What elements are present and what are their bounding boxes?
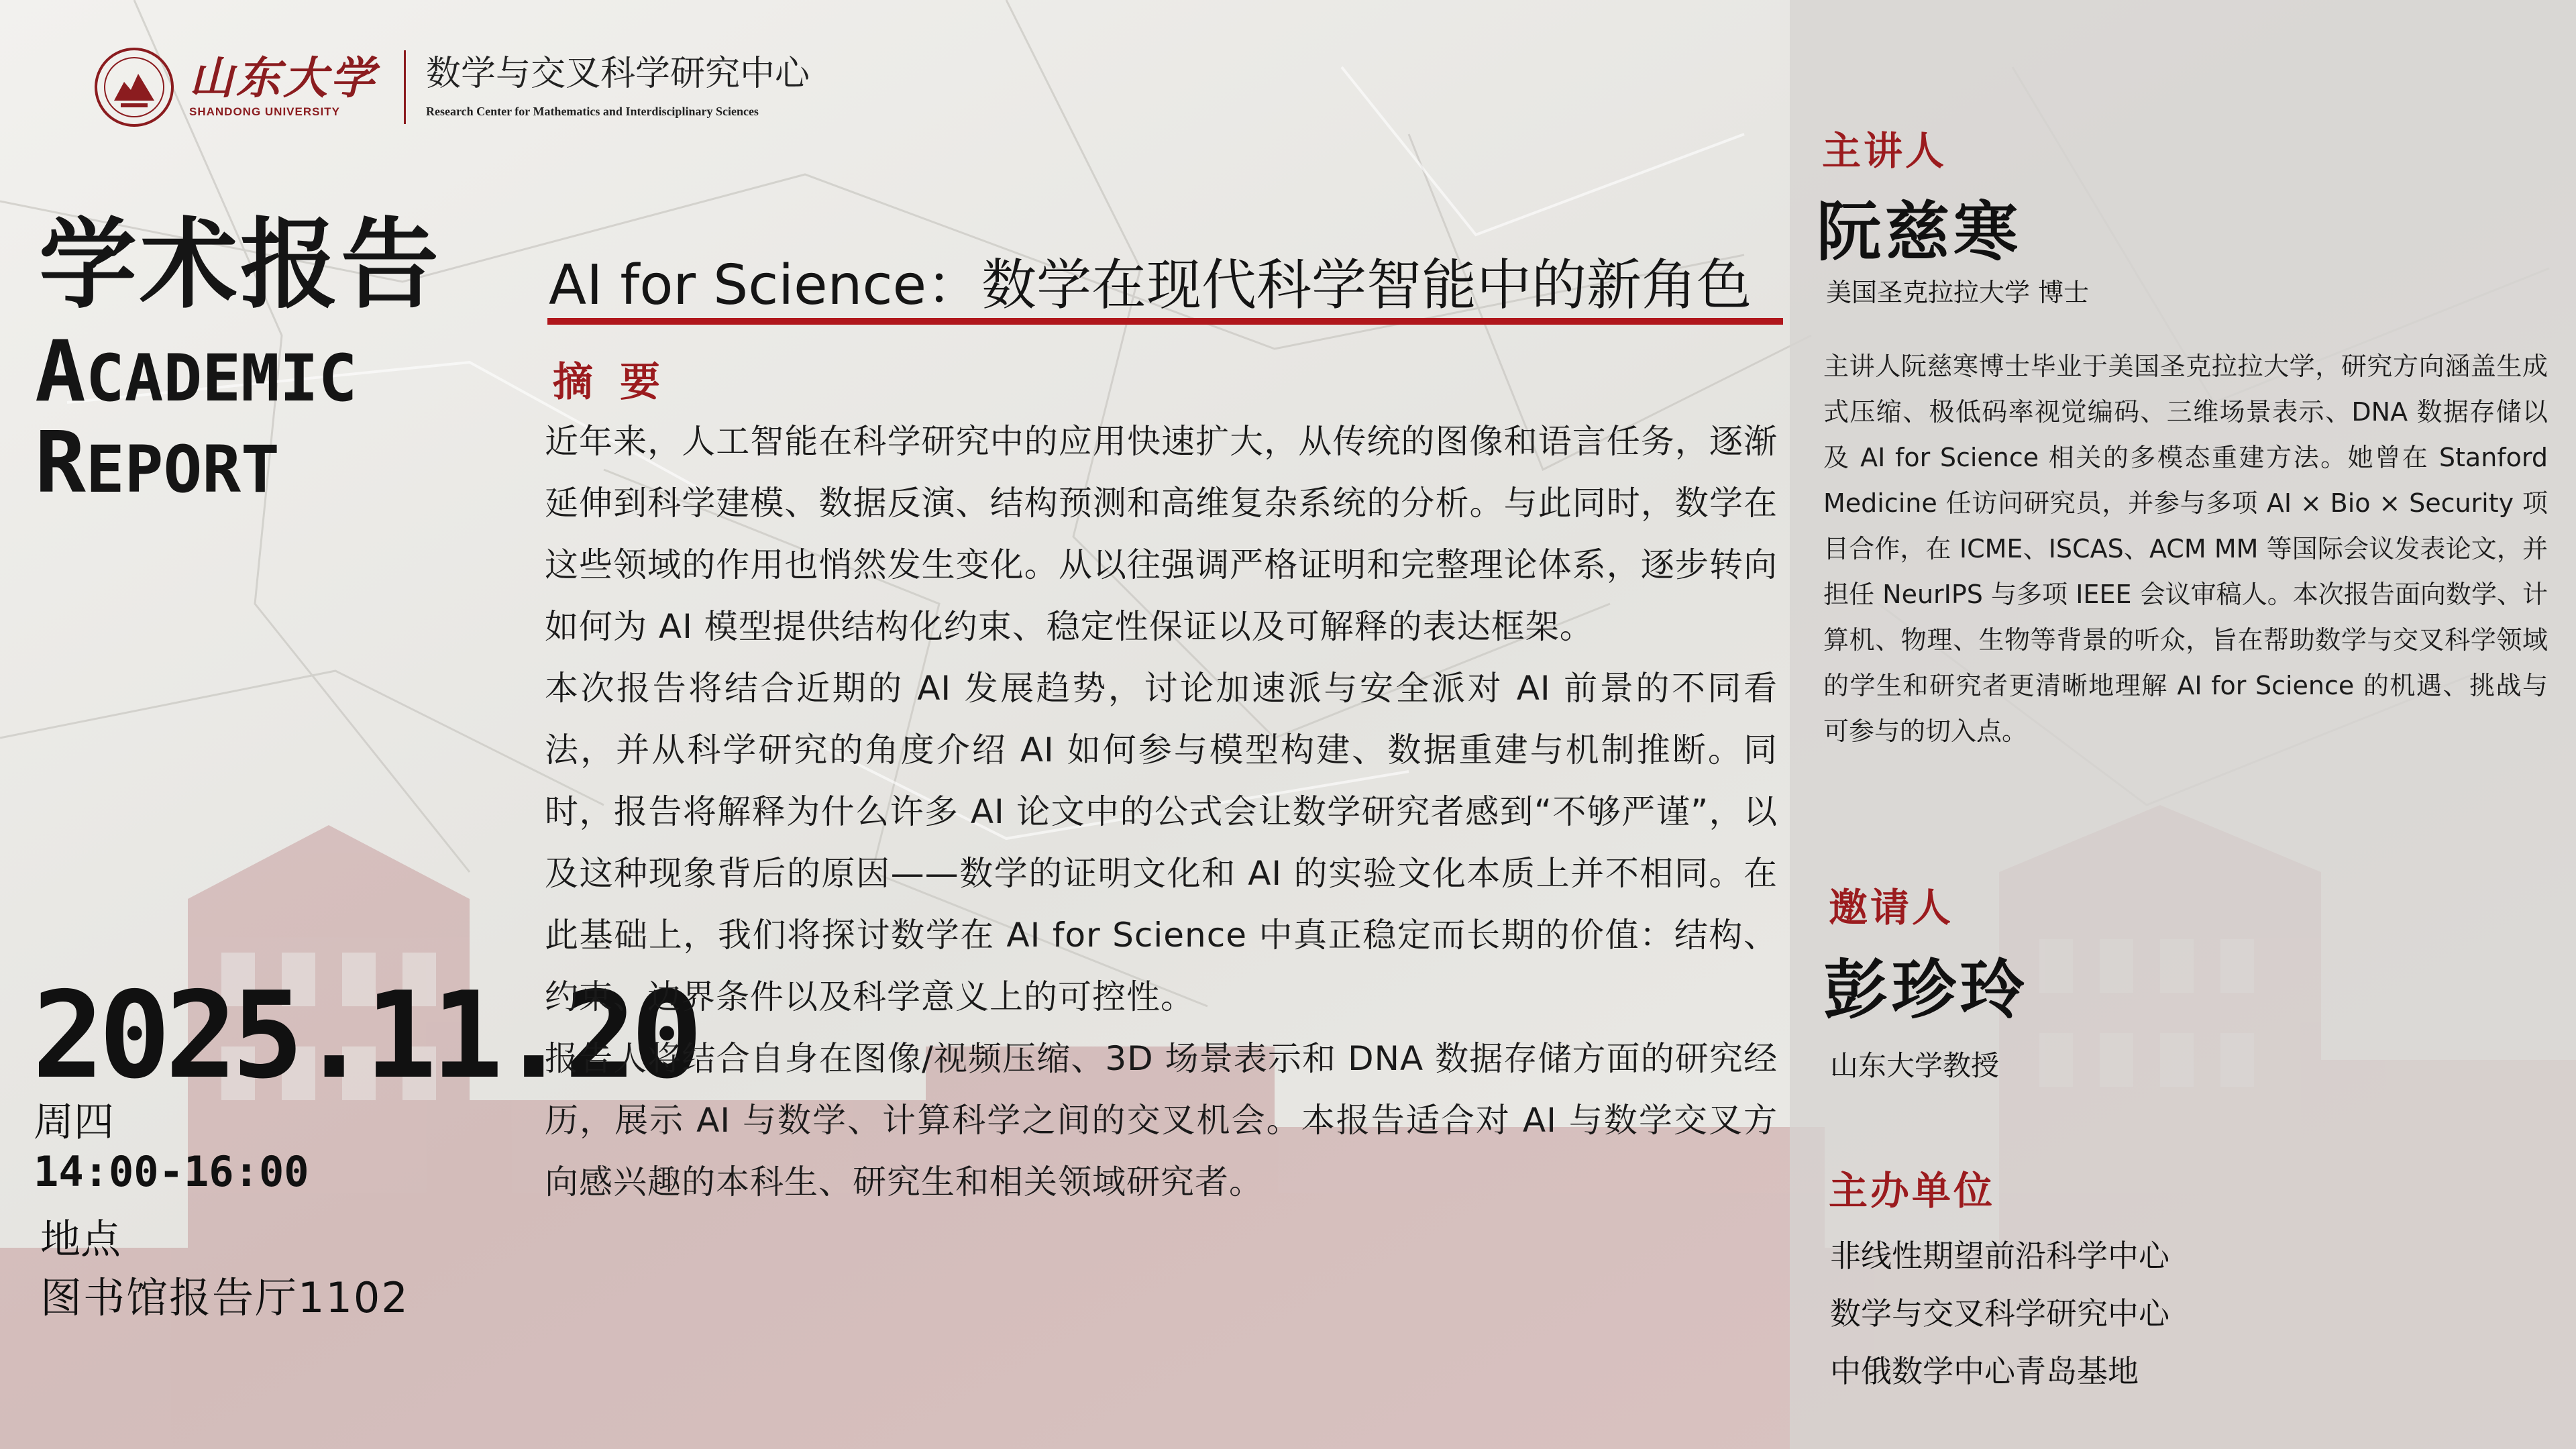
organizers-label: 主办单位 xyxy=(1829,1168,1996,1214)
title-en-initial-r: R xyxy=(35,413,86,513)
logo-divider xyxy=(404,50,406,124)
location-label: 地点 xyxy=(40,1216,121,1263)
header-logo xyxy=(94,40,810,134)
speaker-bio: 主讲人阮慈寒博士毕业于美国圣克拉拉大学，研究方向涵盖生成式压缩、极低码率视觉编码、三维场景表示、DNA 数据存储以及 AI for Science 相关的多模态重建方法。她曾在 Stanford Medicine 任访问研究员，并参与多项 AI × Bio × Security 项目合作，在 ICME、ISCAS、ACM MM 等国际会议发表论文，并担任 NeurIPS 与多项 IEEE 会议审稿人。本次报告面向数学、计算机、物理、生物等背景的听众，旨在帮助数学与交叉科学领域的学生和研究者更清晰地理解 AI for Science 的机遇、挑战与可参与的切入点。 xyxy=(1823,352,2548,746)
title-en-rest-academic: CADEMIC xyxy=(85,341,358,416)
abstract-paragraph: 近年来，人工智能在科学研究中的应用快速扩大，从传统的图像和语言任务，逐渐延伸到科学建模、数据反演、结构预测和高维复杂系统的分析。与此同时，数学在这些领域的作用也悄然发生变化。从以往强调严格证明和完整理论体系，逐步转向如何为 AI 模型提供结构化约束、稳定性保证以及可解释的表达框架。 xyxy=(545,422,1778,646)
speaker-affiliation: 美国圣克拉拉大学 博士 xyxy=(1826,278,2090,307)
academic-report-title-en xyxy=(35,322,358,513)
abstract-label: 摘要 xyxy=(553,359,687,406)
host-name: 彭珍玲 xyxy=(1823,953,2029,1028)
organizer-item: 中俄数学中心青岛基地 xyxy=(1830,1353,2139,1389)
university-name-en: SHANDONG UNIVERSITY xyxy=(189,105,340,118)
event-date: 2025.11.20 xyxy=(32,966,698,1105)
title-en-initial-a: A xyxy=(35,322,86,421)
university-seal-icon xyxy=(94,47,174,127)
organizer-item: 非线性期望前沿科学中心 xyxy=(1830,1238,2169,1274)
host-title: 山东大学教授 xyxy=(1830,1049,2000,1082)
organizer-item: 数学与交叉科学研究中心 xyxy=(1830,1295,2169,1332)
location-value: 图书馆报告厅1102 xyxy=(40,1273,409,1322)
abstract-paragraph: 本次报告将结合近期的 AI 发展趋势，讨论加速派与安全派对 AI 前景的不同看法，并从科学研究的角度介绍 AI 如何参与模型构建、数据重建与机制推断。同时，报告将解释为什么许多 AI 论文中的公式会让数学研究者感到“不够严谨”，以及这种现象背后的原因——数学的证明文化和 AI 的实验文化本质上并不相同。在此基础上，我们将探讨数学在 AI for Science 中真正稳定而长期的价值：结构、约束、边界条件以及科学意义上的可控性。 xyxy=(545,669,1778,1016)
title-en-rest-report: EPORT xyxy=(85,432,280,508)
speaker-name: 阮慈寒 xyxy=(1817,195,2022,270)
talk-title: AI for Science：数学在现代科学智能中的新角色 xyxy=(549,254,1752,317)
center-name-en: Research Center for Mathematics and Interdisciplinary Sciences xyxy=(426,104,759,118)
speaker-label: 主讲人 xyxy=(1822,128,1947,174)
event-weekday: 周四 xyxy=(34,1099,114,1146)
title-underline xyxy=(547,318,1783,325)
academic-report-title-cn: 学术报告 xyxy=(39,208,441,322)
center-name-cn: 数学与交叉科学研究中心 xyxy=(426,53,810,94)
abstract-body xyxy=(545,411,1778,1213)
event-time: 14:00-16:00 xyxy=(34,1147,309,1196)
abstract-paragraph: 报告人将结合自身在图像/视频压缩、3D 场景表示和 DNA 数据存储方面的研究经历，展示 AI 与数学、计算科学之间的交叉机会。本报告适合对 AI 与数学交叉方向感兴趣的本科生、研究生和相关领域研究者。 xyxy=(545,1039,1778,1201)
university-name-cn: 山东大学 xyxy=(189,52,377,104)
host-label: 邀请人 xyxy=(1829,885,1954,930)
